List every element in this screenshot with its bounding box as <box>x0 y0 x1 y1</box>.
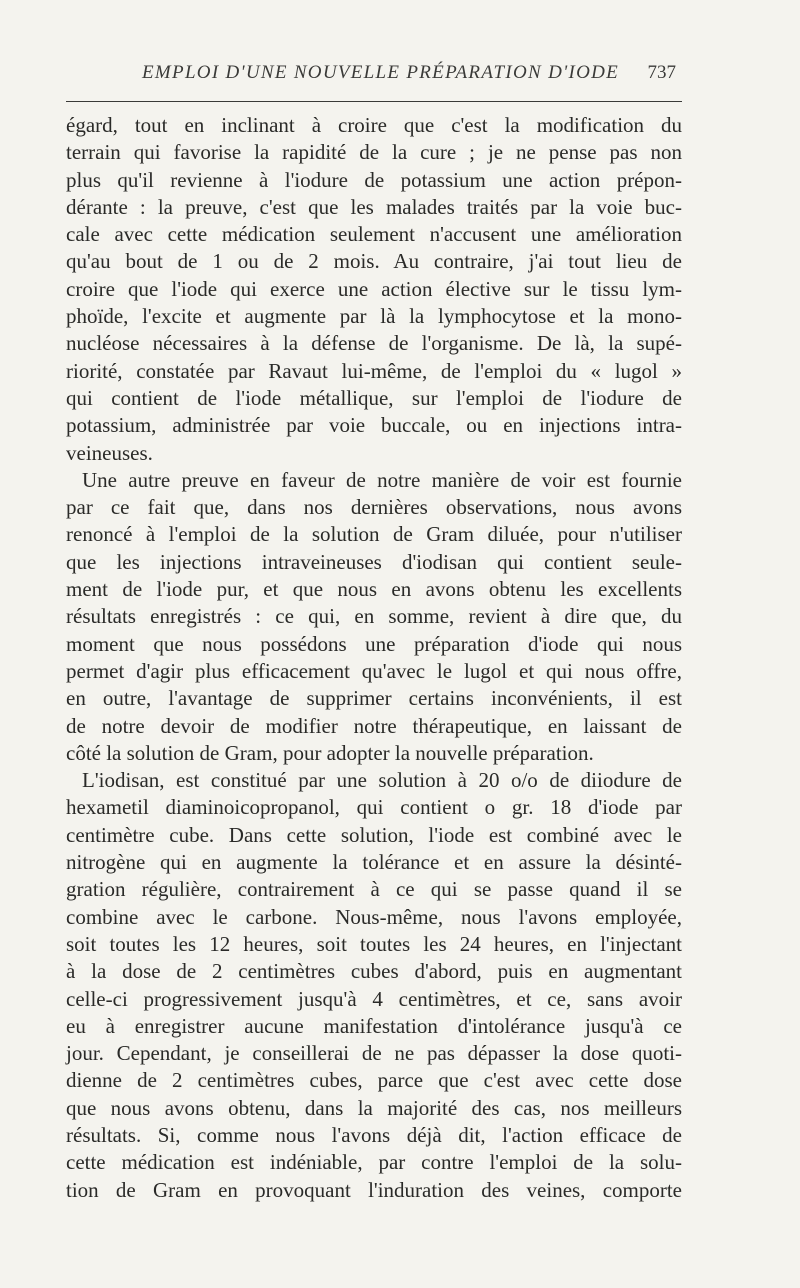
text-line: croire que l'iode qui exerce une action élective sur le tissu lym- <box>66 276 682 301</box>
text-line: par ce fait que, dans nos dernières observations, nous avons <box>66 495 682 520</box>
text-line: celle-ci progressivement jusqu'à 4 centimètres, et ce, sans avoir <box>66 986 682 1011</box>
paragraph-end-line: veineuses. <box>66 440 153 465</box>
running-header <box>66 62 682 92</box>
text-line: que les injections intraveineuses d'iodisan qui contient seule- <box>66 549 682 574</box>
text-line: renoncé à l'emploi de la solution de Gram diluée, pour n'utiliser <box>66 522 682 547</box>
text-line: résultats enregistrés : ce qui, en somme, revient à dire que, du <box>66 604 682 629</box>
page-number: 737 <box>647 62 676 83</box>
text-line: que nous avons obtenu, dans la majorité des cas, nos meilleurs <box>66 1095 682 1120</box>
text-line: terrain qui favorise la rapidité de la cure ; je ne pense pas non <box>66 140 682 165</box>
text-line: eu à enregistrer aucune manifestation d'intolérance jusqu'à ce <box>66 1013 682 1038</box>
text-line: centimètre cube. Dans cette solution, l'iode est combiné avec le <box>66 822 682 847</box>
text-line: égard, tout en inclinant à croire que c'est la modification du <box>66 113 682 137</box>
text-line: dérante : la preuve, c'est que les malades traités par la voie buc- <box>66 194 682 219</box>
text-line: dienne de 2 centimètres cubes, parce que c'est avec cette dose <box>66 1068 682 1093</box>
running-title: EMPLOI D'UNE NOUVELLE PRÉPARATION D'IODE <box>142 62 620 83</box>
text-line: résultats. Si, comme nous l'avons déjà dit, l'action efficace de <box>66 1122 682 1147</box>
text-line: ment de l'iode pur, et que nous en avons obtenu les excellents <box>66 577 682 602</box>
paragraph-end-line: côté la solution de Gram, pour adopter la nouvelle préparation. <box>66 740 594 765</box>
text-line: phoïde, l'excite et augmente par là la lymphocytose et la mono- <box>66 304 682 329</box>
text-line: combine avec le carbone. Nous-même, nous l'avons employée, <box>66 904 682 929</box>
text-line: cale avec cette médication seulement n'accusent une amélioration <box>66 222 682 247</box>
text-line: de notre devoir de modifier notre thérapeutique, en laissant de <box>66 713 682 738</box>
text-line: riorité, constatée par Ravaut lui-même, de l'emploi du « lugol » <box>66 358 682 383</box>
text-line: tion de Gram en provoquant l'induration des veines, comporte <box>66 1177 682 1202</box>
paragraph-start-line: L'iodisan, est constitué par une solution à 20 o/o de diiodure de <box>82 768 682 793</box>
text-line: nucléose nécessaires à la défense de l'organisme. De là, la supé- <box>66 331 682 356</box>
text-line: qu'au bout de 1 ou de 2 mois. Au contraire, j'ai tout lieu de <box>66 249 682 274</box>
text-line: à la dose de 2 centimètres cubes d'abord, puis en augmentant <box>66 959 682 984</box>
body-text <box>66 112 682 1204</box>
text-line: cette médication est indéniable, par contre l'emploi de la solu- <box>66 1150 682 1175</box>
text-line: permet d'agir plus efficacement qu'avec le lugol et qui nous offre, <box>66 658 682 683</box>
text-line: plus qu'il revienne à l'iodure de potassium une action prépon- <box>66 167 682 192</box>
text-line: gration régulière, contrairement à ce qui se passe quand il se <box>66 877 682 902</box>
text-line: moment que nous possédons une préparation d'iode qui nous <box>66 631 682 656</box>
text-line: en outre, l'avantage de supprimer certains inconvénients, il est <box>66 686 682 711</box>
text-line: soit toutes les 12 heures, soit toutes les 24 heures, en l'injectant <box>66 931 682 956</box>
text-line: nitrogène qui en augmente la tolérance et en assure la désinté- <box>66 850 682 875</box>
header-rule <box>66 101 682 102</box>
text-line: qui contient de l'iode métallique, sur l'emploi de l'iodure de <box>66 385 682 410</box>
text-line: hexametil diaminoicopropanol, qui contient o gr. 18 d'iode par <box>66 795 682 820</box>
text-line: potassium, administrée par voie buccale, ou en injections intra- <box>66 413 682 438</box>
text-line: jour. Cependant, je conseillerai de ne pas dépasser la dose quoti- <box>66 1041 682 1066</box>
paragraph-start-line: Une autre preuve en faveur de notre manière de voir est fournie <box>82 467 682 492</box>
